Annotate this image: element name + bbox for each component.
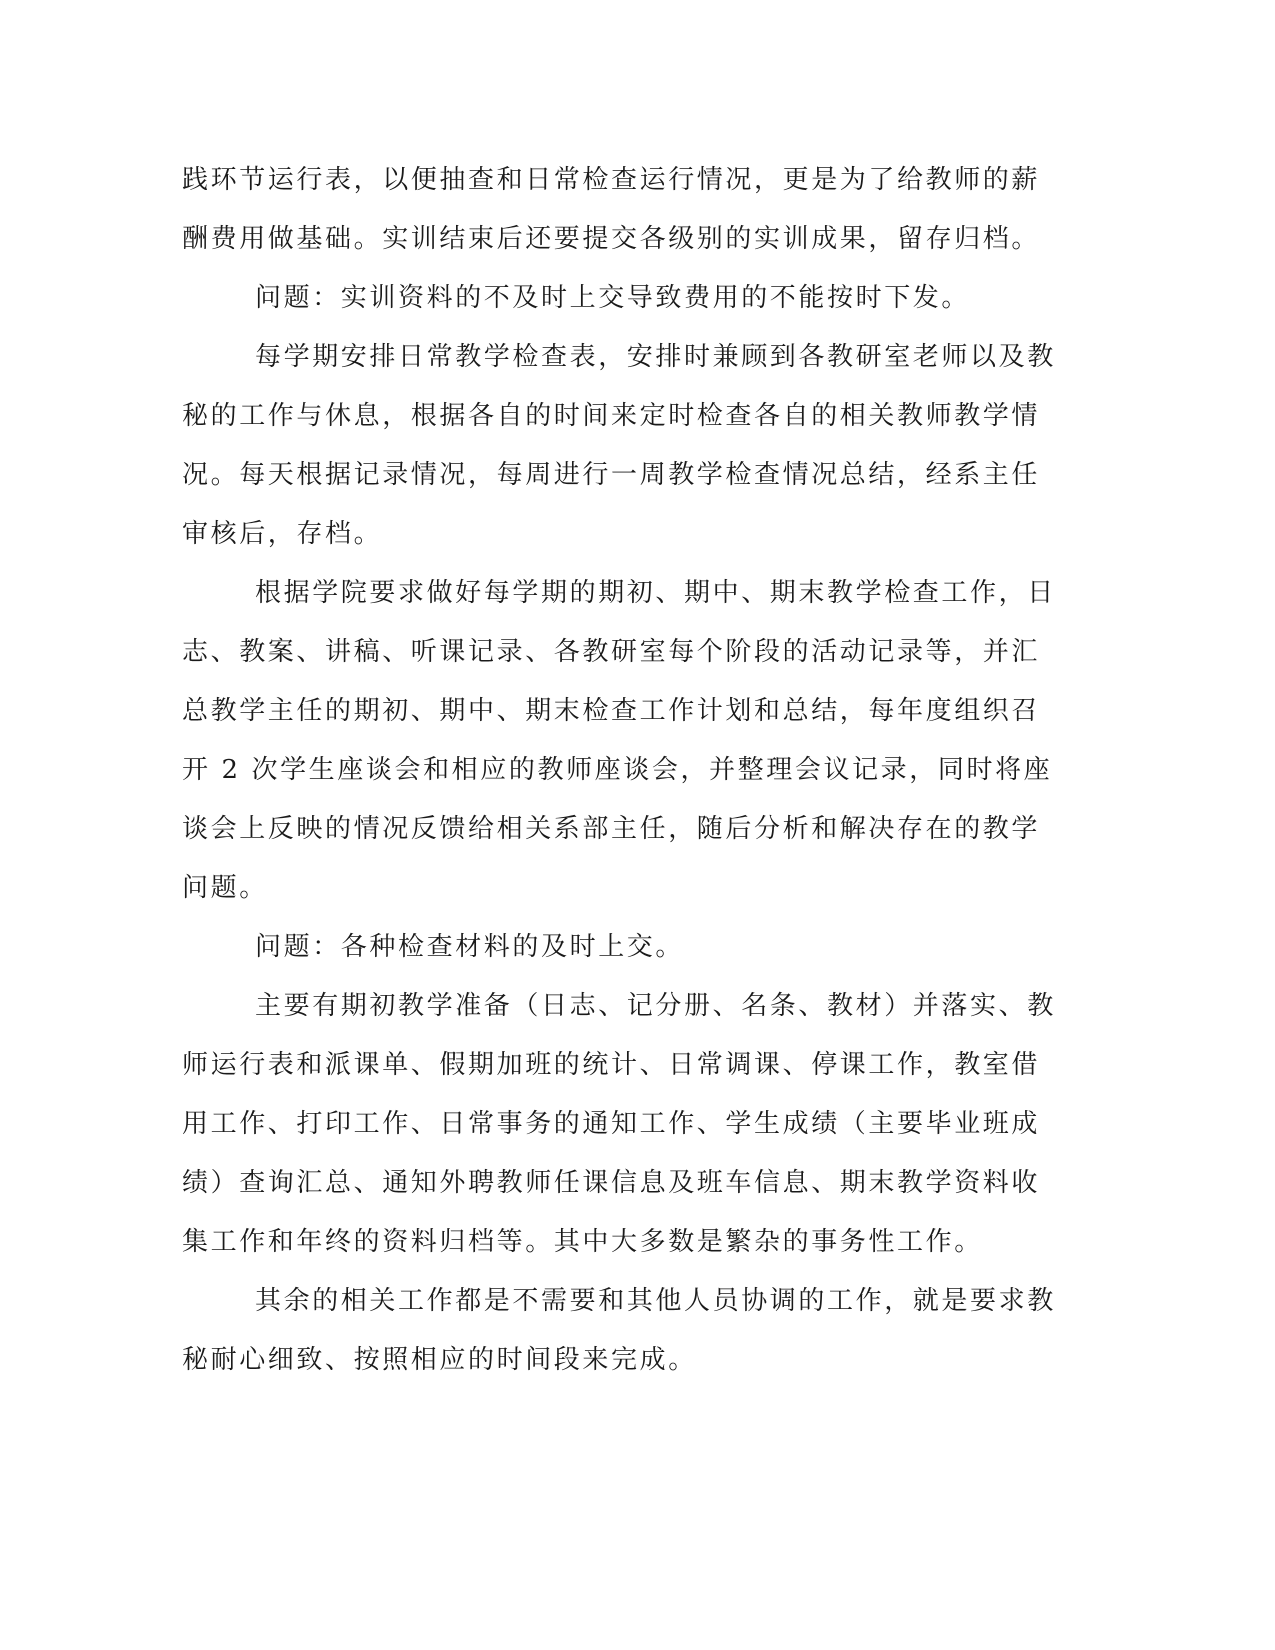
text-line: 主要有期初教学准备（日志、记分册、名条、教材）并落实、教 [255,991,1056,1021]
text-line: 秘耐心细致、按照相应的时间段来完成。 [182,1345,697,1375]
text-line: 秘的工作与休息，根据各自的时间来定时检查各自的相关教师教学情 [182,401,1041,431]
text-line: 每学期安排日常教学检查表，安排时兼顾到各教研室老师以及教 [255,342,1056,372]
text-line: 用工作、打印工作、日常事务的通知工作、学生成绩（主要毕业班成 [182,1109,1041,1139]
text-line: 酬费用做基础。实训结束后还要提交各级别的实训成果，留存归档。 [182,224,1041,254]
text-line: 践环节运行表，以便抽查和日常检查运行情况，更是为了给教师的薪 [182,165,1041,195]
text-line: 问题：各种检查材料的及时上交。 [255,932,685,962]
text-line: 绩）查询汇总、通知外聘教师任课信息及班车信息、期末教学资料收 [182,1168,1041,1198]
text-line: 志、教案、讲稿、听课记录、各教研室每个阶段的活动记录等，并汇 [182,637,1041,667]
text-line: 师运行表和派课单、假期加班的统计、日常调课、停课工作，教室借 [182,1050,1041,1080]
text-line: 况。每天根据记录情况，每周进行一周教学检查情况总结，经系主任 [182,460,1041,490]
text-line: 问题：实训资料的不及时上交导致费用的不能按时下发。 [255,283,971,313]
text-line: 问题。 [182,873,268,903]
text-line: 审核后，存档。 [182,519,383,549]
text-line: 开 2 次学生座谈会和相应的教师座谈会，并整理会议记录，同时将座 [182,755,1053,785]
text-line: 根据学院要求做好每学期的期初、期中、期末教学检查工作，日 [255,578,1056,608]
text-line: 谈会上反映的情况反馈给相关系部主任，随后分析和解决存在的教学 [182,814,1041,844]
text-line: 集工作和年终的资料归档等。其中大多数是繁杂的事务性工作。 [182,1227,983,1257]
text-line: 总教学主任的期初、期中、期末检查工作计划和总结，每年度组织召 [182,696,1041,726]
text-line: 其余的相关工作都是不需要和其他人员协调的工作，就是要求教 [255,1286,1056,1316]
